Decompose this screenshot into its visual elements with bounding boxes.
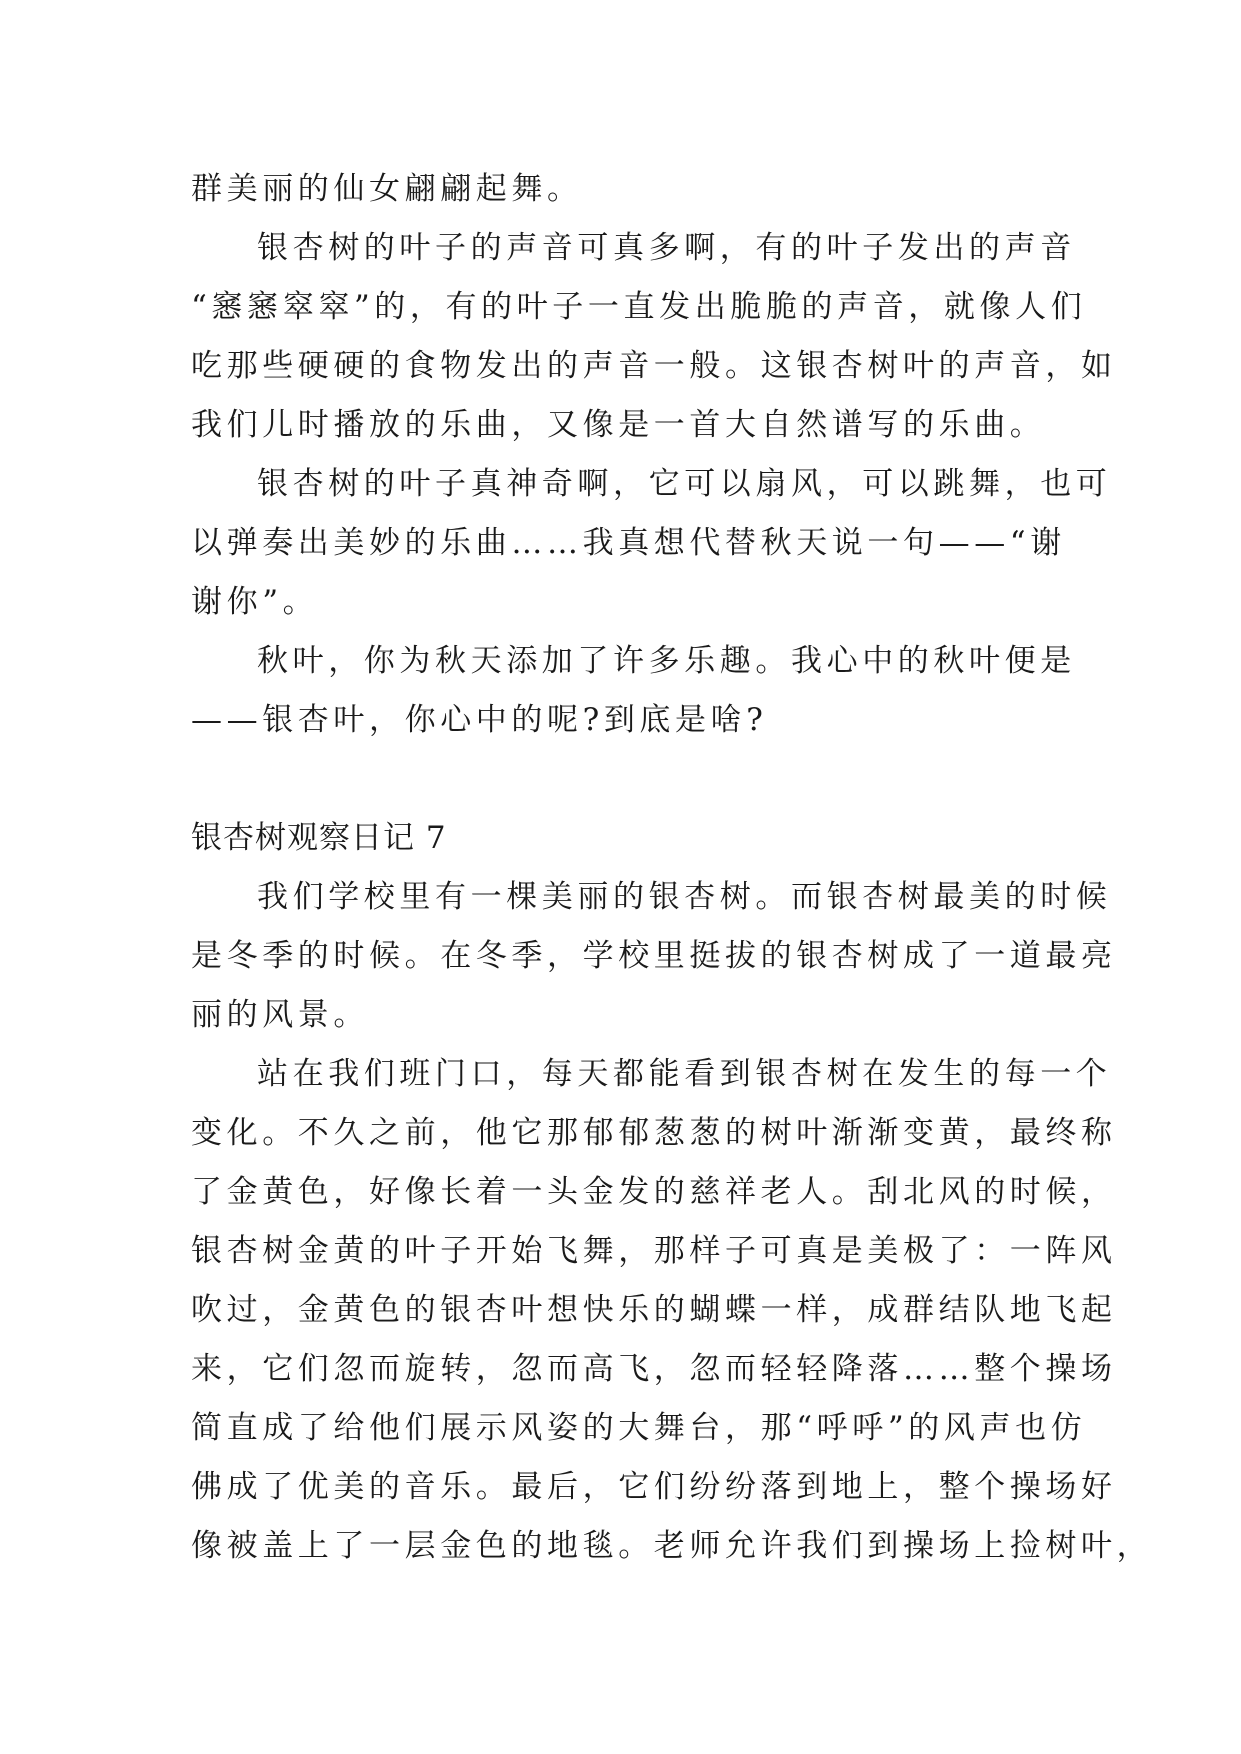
- paragraph-line: 了金黄色，好像长着一头金发的慈祥老人。刮北风的时候，: [191, 1174, 1117, 1210]
- document-body: [191, 160, 1153, 1576]
- paragraph-line: 丽的风景。: [191, 997, 369, 1033]
- paragraph-line: 我们儿时播放的乐曲，又像是一首大自然谱写的乐曲。: [191, 407, 1046, 443]
- section-spacer: [191, 750, 1061, 809]
- paragraph-line: 银杏树的叶子真神奇啊，它可以扇风，可以跳舞，也可: [257, 466, 1112, 502]
- paragraph-line: ——银杏叶，你心中的呢?到底是啥?: [191, 702, 768, 738]
- paragraph-line: 站在我们班门口，每天都能看到银杏树在发生的每一个: [257, 1056, 1112, 1092]
- paragraph-line: 变化。不久之前，他它那郁郁葱葱的树叶渐渐变黄，最终称: [191, 1115, 1117, 1151]
- paragraph-line: 谢你”。: [191, 584, 319, 620]
- paragraph-line: “窸窸窣窣”的，有的叶子一直发出脆脆的声音，就像人们: [191, 289, 1087, 325]
- paragraph-line: 群美丽的仙女翩翩起舞。: [191, 171, 583, 207]
- paragraph-line: 像被盖上了一层金色的地毯。老师允许我们到操场上捡树叶，: [191, 1528, 1153, 1564]
- paragraph-line: 来，它们忽而旋转，忽而高飞，忽而轻轻降落……整个操场: [191, 1351, 1117, 1387]
- paragraph-line: 是冬季的时候。在冬季，学校里挺拔的银杏树成了一道最亮: [191, 938, 1117, 974]
- paragraph-line: 吃那些硬硬的食物发出的声音一般。这银杏树叶的声音，如: [191, 348, 1117, 384]
- paragraph-line: 我们学校里有一棵美丽的银杏树。而银杏树最美的时候: [257, 879, 1112, 915]
- paragraph-line: 吹过，金黄色的银杏叶想快乐的蝴蝶一样，成群结队地飞起: [191, 1292, 1117, 1328]
- paragraph-line: 秋叶，你为秋天添加了许多乐趣。我心中的秋叶便是: [257, 643, 1076, 679]
- section-title: 银杏树观察日记 7: [191, 820, 447, 856]
- paragraph-line: 简直成了给他们展示风姿的大舞台，那“呼呼”的风声也仿: [191, 1410, 1087, 1446]
- paragraph-line: 银杏树金黄的叶子开始飞舞，那样子可真是美极了：一阵风: [191, 1233, 1117, 1269]
- paragraph-line: 佛成了优美的音乐。最后，它们纷纷落到地上，整个操场好: [191, 1469, 1117, 1505]
- paragraph-line: 以弹奏出美妙的乐曲……我真想代替秋天说一句——“谢: [191, 525, 1066, 561]
- paragraph-line: 银杏树的叶子的声音可真多啊，有的叶子发出的声音: [257, 230, 1076, 266]
